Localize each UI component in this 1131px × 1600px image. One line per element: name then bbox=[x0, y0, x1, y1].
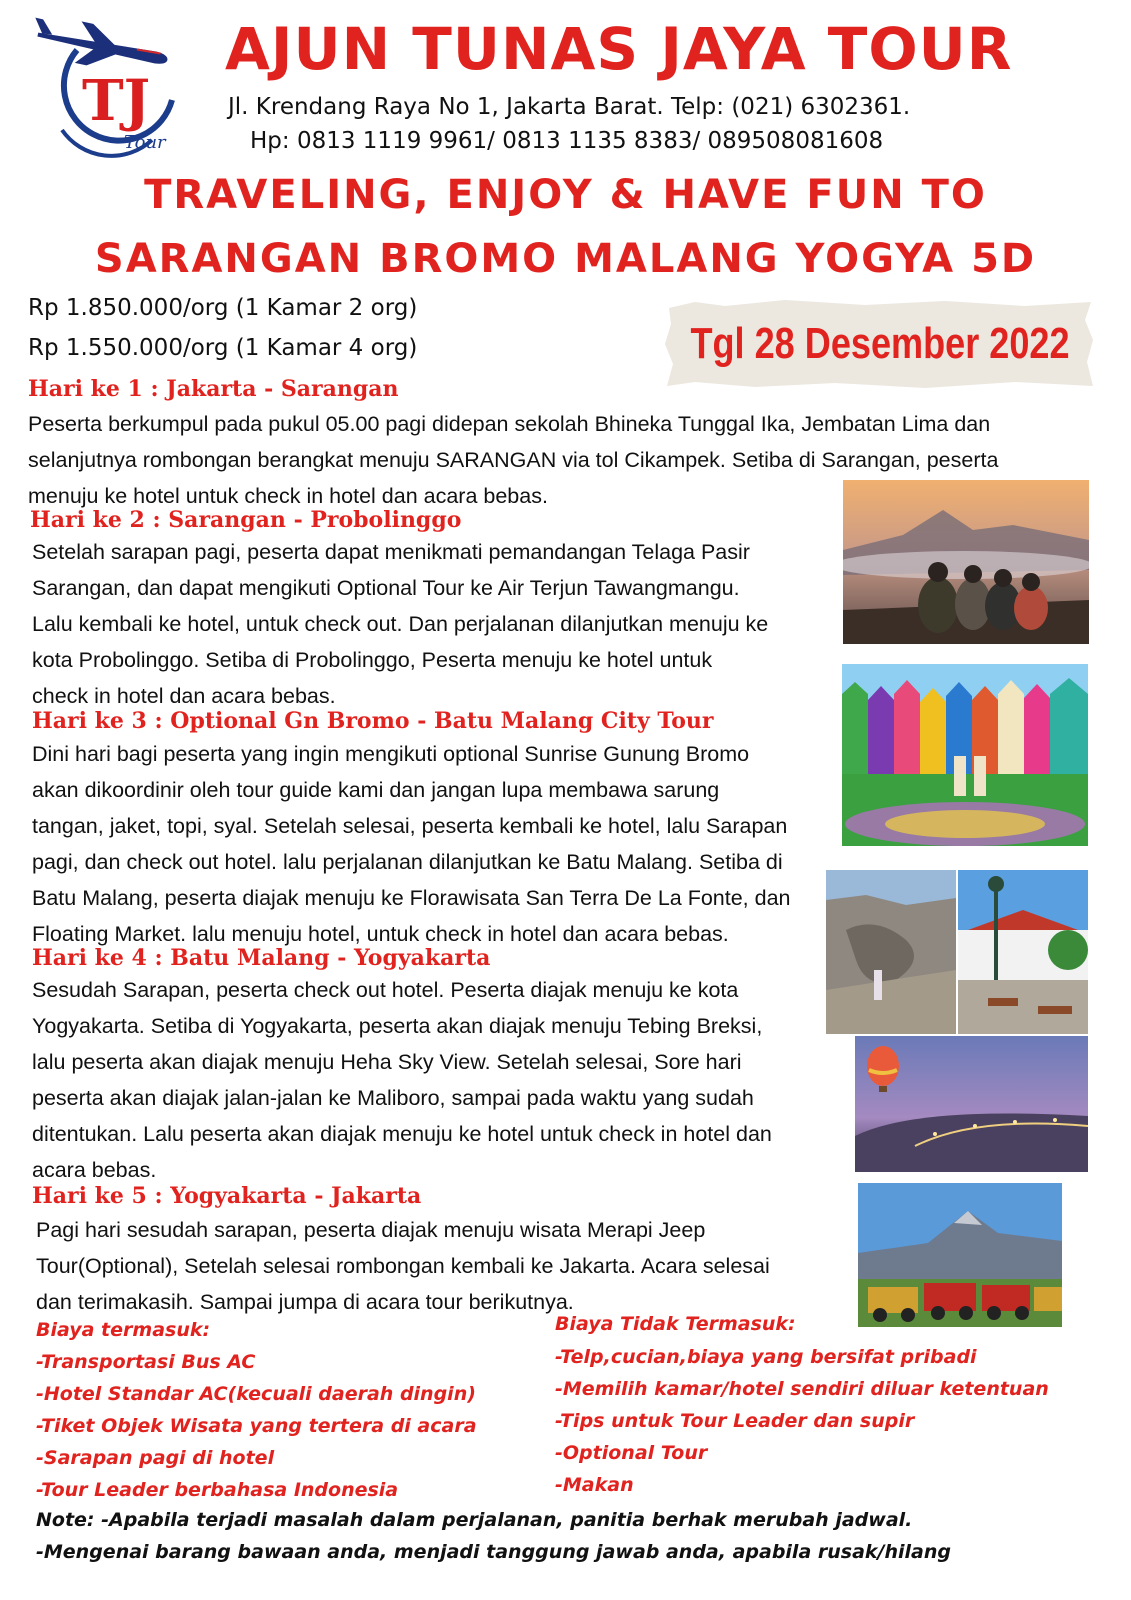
price-four-per-room: Rp 1.550.000/org (1 Kamar 4 org) bbox=[28, 335, 418, 361]
day-3-title: Hari ke 3 : Optional Gn Bromo - Batu Malang City Tour bbox=[32, 708, 714, 734]
day-2-description bbox=[32, 534, 832, 714]
day-1-title: Hari ke 1 : Jakarta - Sarangan bbox=[28, 376, 399, 402]
colorful-houses-photo bbox=[842, 664, 1088, 846]
day-4-line: peserta akan diajak jalan-jalan ke Maliboro, sampai pada waktu yang sudah bbox=[32, 1086, 754, 1110]
day-2-line: Sarangan, dan dapat mengikuti Optional Tour ke Air Terjun Tawangmangu. bbox=[32, 576, 740, 600]
day-3-line: tangan, jaket, topi, syal. Setelah selesai, peserta kembali ke hotel, lalu Sarapan bbox=[32, 814, 788, 838]
excluded-item: -Memilih kamar/hotel sendiri diluar ketentuan bbox=[555, 1378, 1049, 1400]
day-1-line: menuju ke hotel untuk check in hotel dan acara bebas. bbox=[28, 484, 548, 508]
day-4-description bbox=[32, 972, 832, 1188]
company-logo bbox=[32, 10, 182, 160]
day-3-line: Floating Market. lalu menuju hotel, untuk check in hotel dan acara bebas. bbox=[32, 922, 729, 946]
headline-line-1: TRAVELING, ENJOY & HAVE FUN TO bbox=[144, 172, 987, 218]
day-5-description bbox=[36, 1212, 836, 1320]
day-4-line: lalu peserta akan diajak menuju Heha Sky View. Setelah selesai, Sore hari bbox=[32, 1050, 742, 1074]
airplane-logo-icon bbox=[32, 10, 182, 160]
day-3-line: Dini hari bagi peserta yang ingin mengikuti optional Sunrise Gunung Bromo bbox=[32, 742, 750, 766]
day-3-line: pagi, dan check out hotel. lalu perjalanan dilanjutkan ke Batu Malang. Setiba di bbox=[32, 850, 783, 874]
day-4-line: ditentukan. Lalu peserta akan diajak menuju ke hotel untuk check in hotel dan bbox=[32, 1122, 772, 1146]
day-4-title: Hari ke 4 : Batu Malang - Yogyakarta bbox=[32, 945, 491, 971]
excluded-item: -Makan bbox=[555, 1474, 634, 1496]
included-item: -Hotel Standar AC(kecuali daerah dingin) bbox=[36, 1383, 476, 1405]
notes bbox=[36, 1504, 951, 1568]
note-line: -Mengenai barang bawaan anda, menjadi tanggung jawab anda, apabila rusak/hilang bbox=[36, 1541, 951, 1563]
included-item: -Tiket Objek Wisata yang tertera di acara bbox=[36, 1415, 477, 1437]
day-5-line: Tour(Optional), Setelah selesai rombongan kembali ke Jakarta. Acara selesai bbox=[36, 1254, 770, 1278]
excluded-item: -Telp,cucian,biaya yang bersifat pribadi bbox=[555, 1346, 977, 1368]
day-2-line: Lalu kembali ke hotel, untuk check out. Dan perjalanan dilanjutkan menuju ke bbox=[32, 612, 769, 636]
headline-line-2: SARANGAN BROMO MALANG YOGYA 5D bbox=[94, 236, 1037, 282]
excluded-title: Biaya Tidak Termasuk: bbox=[555, 1313, 796, 1335]
price-two-per-room: Rp 1.850.000/org (1 Kamar 2 org) bbox=[28, 295, 418, 321]
day-4-line: Sesudah Sarapan, peserta check out hotel. Peserta diajak menuju ke kota bbox=[32, 978, 739, 1002]
included-title: Biaya termasuk: bbox=[36, 1319, 211, 1341]
merapi-jeep-tour-photo bbox=[858, 1183, 1062, 1327]
company-name: AJUN TUNAS JAYA TOUR bbox=[225, 15, 1013, 83]
excluded-item: -Optional Tour bbox=[555, 1442, 708, 1464]
day-2-line: Setelah sarapan pagi, peserta dapat menikmati pemandangan Telaga Pasir bbox=[32, 540, 750, 564]
day-2-line: kota Probolinggo. Setiba di Probolinggo, Peserta menuju ke hotel untuk bbox=[32, 648, 713, 672]
logo-subtext: Tour bbox=[124, 132, 166, 153]
day-5-line: Pagi hari sesudah sarapan, peserta diajak menuju wisata Merapi Jeep bbox=[36, 1218, 706, 1242]
day-4-line: Yogyakarta. Setiba di Yogyakarta, peserta akan diajak menuju Tebing Breksi, bbox=[32, 1014, 763, 1038]
company-address: Jl. Krendang Raya No 1, Jakarta Barat. Telp: (021) 6302361. bbox=[228, 94, 911, 120]
included-item: -Transportasi Bus AC bbox=[36, 1351, 256, 1373]
heha-sky-view-photo bbox=[855, 1036, 1088, 1172]
day-2-line: check in hotel dan acara bebas. bbox=[32, 684, 336, 708]
excluded-item: -Tips untuk Tour Leader dan supir bbox=[555, 1410, 915, 1432]
day-3-line: akan dikoordinir oleh tour guide kami dan jangan lupa membawa sarung bbox=[32, 778, 720, 802]
day-5-line: dan terimakasih. Sampai jumpa di acara tour berikutnya. bbox=[36, 1290, 574, 1314]
day-5-title: Hari ke 5 : Yogyakarta - Jakarta bbox=[32, 1183, 422, 1209]
day-3-line: Batu Malang, peserta diajak menuju ke Florawisata San Terra De La Fonte, dan bbox=[32, 886, 791, 910]
included-item: -Tour Leader berbahasa Indonesia bbox=[36, 1479, 399, 1501]
company-phones: Hp: 0813 1119 9961/ 0813 1135 8383/ 089508081608 bbox=[250, 128, 884, 154]
excluded-list bbox=[555, 1341, 1049, 1501]
tebing-breksi-photo bbox=[826, 870, 956, 1034]
malang-square-photo bbox=[958, 870, 1088, 1034]
day-1-line: Peserta berkumpul pada pukul 05.00 pagi didepan sekolah Bhineka Tunggal Ika, Jembatan Lima dan bbox=[28, 412, 991, 436]
included-item: -Sarapan pagi di hotel bbox=[36, 1447, 275, 1469]
note-line: Note: -Apabila terjadi masalah dalam perjalanan, panitia berhak merubah jadwal. bbox=[36, 1509, 913, 1531]
bromo-sunrise-photo bbox=[843, 480, 1089, 644]
day-1-line: selanjutnya rombongan berangkat menuju SARANGAN via tol Cikampek. Setiba di Sarangan, peserta bbox=[28, 448, 999, 472]
included-list bbox=[36, 1346, 477, 1506]
logo-text: TJ bbox=[82, 68, 151, 134]
day-4-line: acara bebas. bbox=[32, 1158, 157, 1182]
day-3-description bbox=[32, 736, 832, 952]
tour-date: Tgl 28 Desember 2022 bbox=[690, 319, 1070, 368]
day-2-title: Hari ke 2 : Sarangan - Probolinggo bbox=[30, 507, 462, 533]
